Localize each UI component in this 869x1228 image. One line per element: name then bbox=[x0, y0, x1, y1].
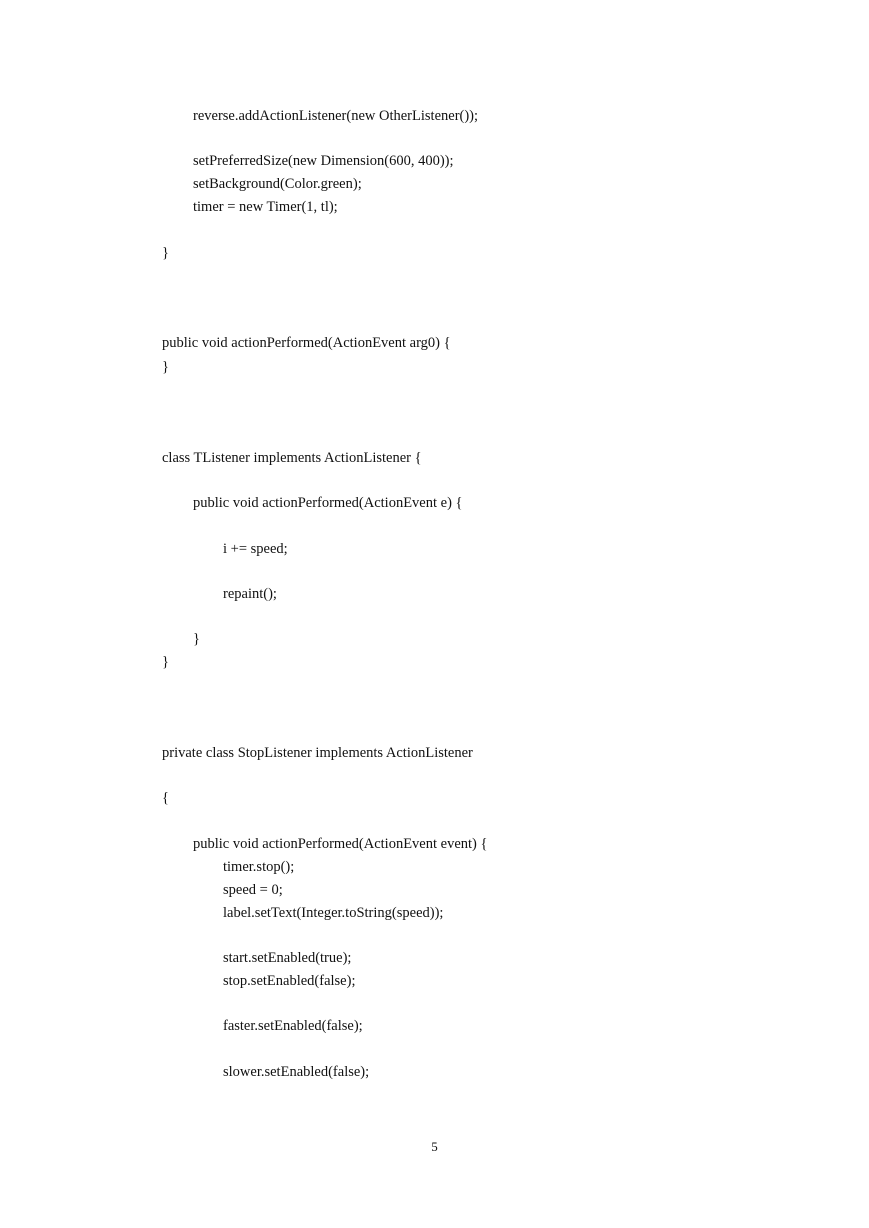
code-line: } bbox=[162, 654, 169, 670]
code-line: start.setEnabled(true); bbox=[223, 950, 352, 966]
code-line: i += speed; bbox=[223, 541, 288, 557]
code-line: public void actionPerformed(ActionEvent arg0) { bbox=[162, 335, 451, 351]
code-line: } bbox=[162, 359, 169, 375]
code-line: label.setText(Integer.toString(speed)); bbox=[223, 905, 444, 921]
code-line: public void actionPerformed(ActionEvent e) { bbox=[193, 495, 463, 511]
code-line: repaint(); bbox=[223, 586, 277, 602]
code-line: class TListener implements ActionListener { bbox=[162, 450, 422, 466]
code-line: } bbox=[193, 631, 200, 647]
code-line: public void actionPerformed(ActionEvent event) { bbox=[193, 836, 488, 852]
code-line: slower.setEnabled(false); bbox=[223, 1064, 370, 1080]
code-line: private class StopListener implements ActionListener bbox=[162, 745, 473, 761]
page-number: 5 bbox=[431, 1139, 438, 1154]
code-line: setPreferredSize(new Dimension(600, 400)); bbox=[193, 153, 454, 169]
code-line: timer = new Timer(1, tl); bbox=[193, 199, 338, 215]
code-line: stop.setEnabled(false); bbox=[223, 973, 356, 989]
code-line: setBackground(Color.green); bbox=[193, 176, 362, 192]
code-line: reverse.addActionListener(new OtherListener()); bbox=[193, 108, 479, 124]
code-line: speed = 0; bbox=[223, 882, 283, 898]
code-line: } bbox=[162, 245, 169, 261]
code-line: faster.setEnabled(false); bbox=[223, 1018, 363, 1034]
code-line: timer.stop(); bbox=[223, 859, 295, 875]
code-line: { bbox=[162, 790, 169, 806]
